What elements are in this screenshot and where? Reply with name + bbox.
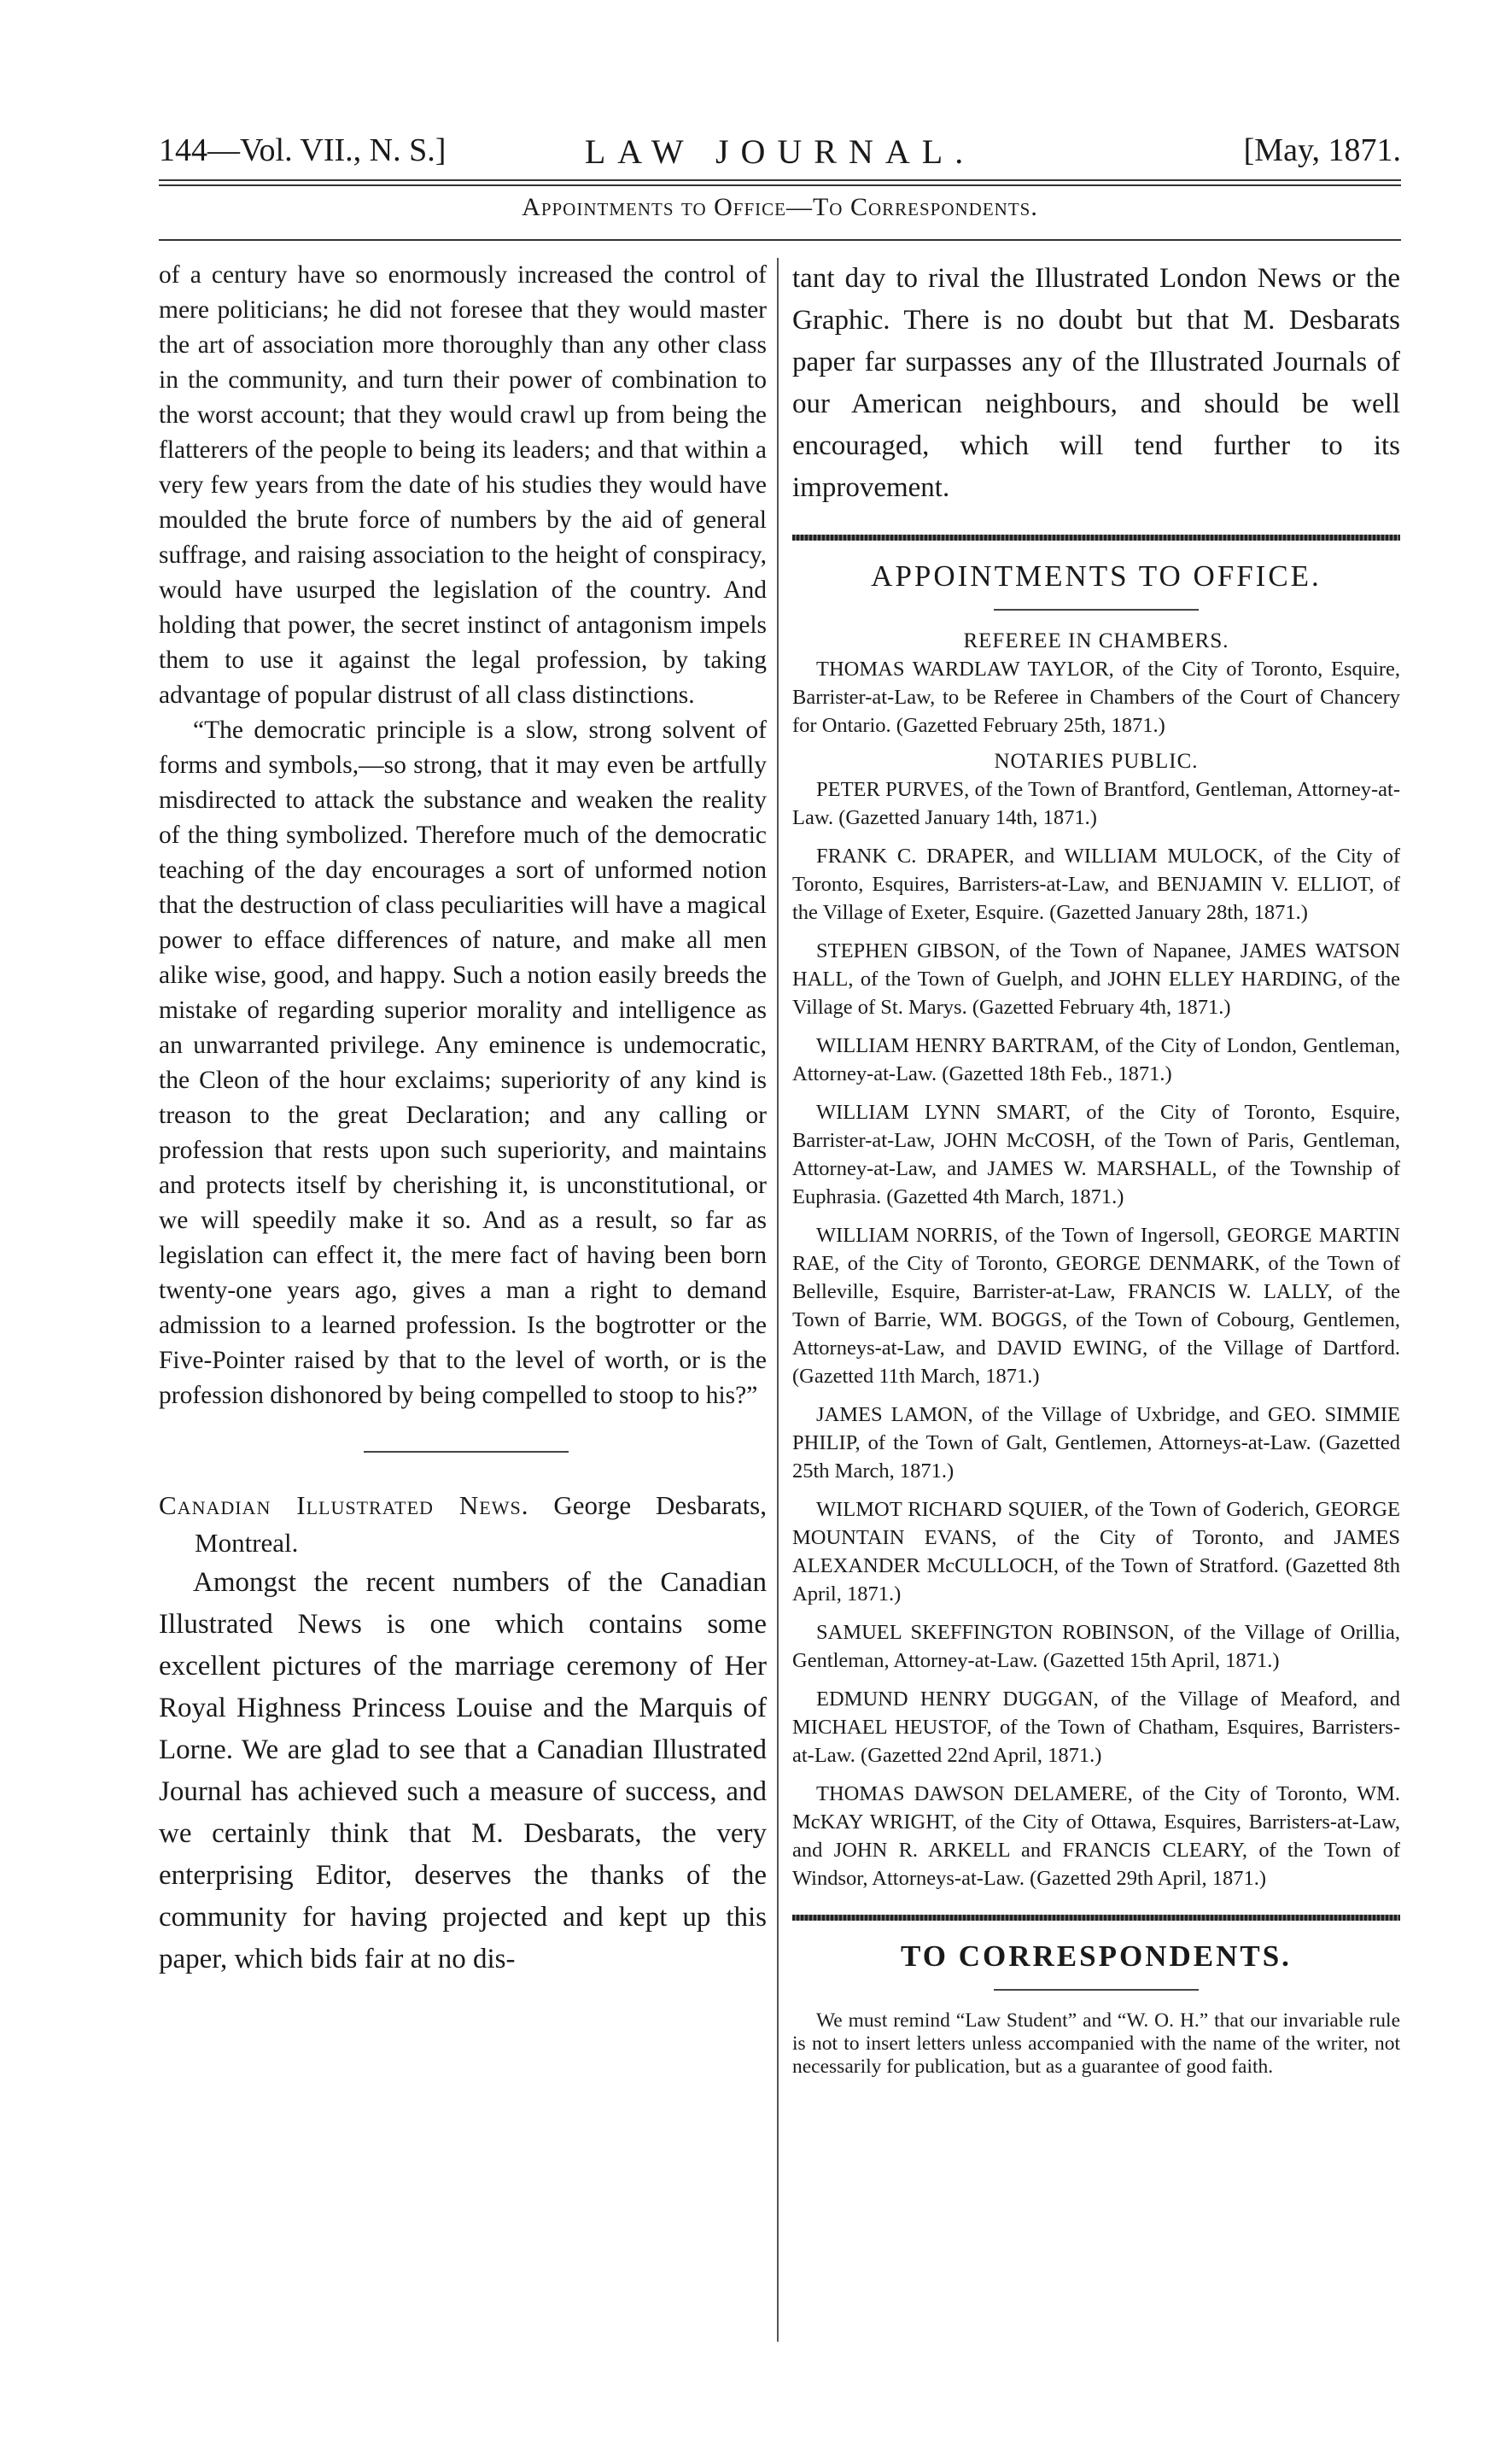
notary-entry: WILLIAM NORRIS, of the Town of Ingersoll, GEORGE MARTIN RAE, of the City of Toronto, GEORGE DENMARK, of the Town of Belleville, Esquire, Barrister-at-Law, FRANCIS W. LALLY, of the Town of Barrie, WM. BOGGS, of the Town of Cobourg, Gentlemen, Attorneys-at-Law, and DAVID EWING, of the Village of Dartford. (Gazetted 11th March, 1871.): [792, 1224, 1400, 1388]
review-continuation: tant day to rival the Illustrated London News or the Graphic. There is no doubt but that M. Desbarats paper far surpasses any of the Illustrated Journals of our American neighbours, and should be well encouraged, which will tend further to its improvement.: [792, 263, 1400, 503]
appointments-heading: APPOINTMENTS TO OFFICE.: [871, 559, 1322, 593]
notaries-heading: NOTARIES PUBLIC.: [994, 750, 1199, 773]
journal-title: LAW JOURNAL.: [584, 132, 976, 171]
section-ornament-rule: [792, 1915, 1400, 1921]
section-divider: [364, 1451, 569, 1453]
right-column: [792, 258, 1400, 2079]
referee-entry: THOMAS WARDLAW TAYLOR, of the City of Toronto, Esquire, Barrister-at-Law, to be Referee in Chambers of the Court of Chancery for Ontario. (Gazetted February 25th, 1871.): [792, 658, 1400, 737]
review-publisher: George Desbarats, Montreal.: [195, 1490, 767, 1558]
issue-date: [May, 1871.: [1243, 132, 1401, 168]
review-title: Canadian Illustrated News.: [159, 1490, 529, 1520]
notary-entry: EDMUND HENRY DUGGAN, of the Village of Meaford, and MICHAEL HEUSTOF, of the Town of Chatham, Esquires, Barristers-at-Law. (Gazetted 22nd April, 1871.): [792, 1688, 1400, 1767]
article-quote: “The democratic principle is a slow, strong solvent of forms and symbols,—so strong, that it may even be artfully misdirected to attack the substance and weaken the reality of the thing symbolized. Therefore much of the democratic teaching of the day encourages a sort of unformed notion that the destruction of class peculiarities will have a magical power to efface differences of nature, and make all men alike wise, good, and happy. Such a notion easily breeds the mistake of regarding superior morality and intelligence as an unwarranted privilege. Any eminence is undemocratic, the Cleon of the hour exclaims; superiority of any kind is treason to the great Declaration; and any calling or profession that rests upon such superiority, and maintains and protects itself by cherishing it, is unconstitutional, or we will speedily make it so. And as a result, so far as legislation can effect it, the mere fact of having been born twenty-one years ago, gives a man a right to demand admission to a learned profession. Is the bogtrotter or the Five-Pointer raised by that to the level of worth, or is the profession dishonored by being compelled to stoop to his?”: [159, 717, 767, 1409]
article-paragraph: of a century have so enormously increased the control of mere politicians; he did not foresee that they would master the art of association more thoroughly than any other class in the community, and turn their power of combination to the worst account; that they would crawl up from being the flatterers of the people to being its leaders; and that within a very few years from the date of his studies they would have moulded the brute force of numbers by the aid of general suffrage, and raising association to the height of conspiracy, would have usurped the legislation of the country. And holding that power, the secret instinct of antagonism impels them to use it against the legal profession, by taking advantage of popular distrust of all class distinctions.: [159, 261, 767, 709]
notary-entry: FRANK C. DRAPER, and WILLIAM MULOCK, of the City of Toronto, Esquires, Barristers-at-Law, and BENJAMIN V. ELLIOT, of the Village of Exeter, Esquire. (Gazetted January 28th, 1871.): [792, 845, 1400, 924]
appointments-rule: [994, 609, 1199, 611]
notary-entry: PETER PURVES, of the Town of Brantford, Gentleman, Attorney-at-Law. (Gazetted January 14th, 1871.): [792, 778, 1400, 829]
column-divider: [777, 258, 779, 2342]
correspondents-rule: [994, 1989, 1199, 1991]
page-header: [159, 128, 1401, 176]
review-body: Amongst the recent numbers of the Canadian Illustrated News is one which contains some excellent pictures of the marriage ceremony of Her Royal Highness Princess Louise and the Marquis of Lorne. We are glad to see that a Canadian Illustrated Journal has achieved such a measure of success, and we certainly think that M. Desbarats, the very enterprising Editor, deserves the thanks of the community for having projected and kept up this paper, which bids fair at no dis-: [159, 1567, 767, 1974]
left-column: [159, 258, 767, 1980]
referee-heading: REFEREE IN CHAMBERS.: [963, 629, 1229, 652]
header-rule-top: [159, 179, 1401, 181]
review-heading: [159, 1487, 767, 1562]
notary-entry: STEPHEN GIBSON, of the Town of Napanee, JAMES WATSON HALL, of the Town of Guelph, and JOHN ELLEY HARDING, of the Village of St. Marys. (Gazetted February 4th, 1871.): [792, 939, 1400, 1019]
header-rule-bottom: [159, 184, 1401, 186]
subheader-rule: [159, 239, 1401, 241]
section-ornament-rule: [792, 535, 1400, 541]
notary-entry: JAMES LAMON, of the Village of Uxbridge, and GEO. SIMMIE PHILIP, of the Town of Galt, Gentlemen, Attorneys-at-Law. (Gazetted 25th March, 1871.): [792, 1403, 1400, 1483]
correspondents-heading: TO CORRESPONDENTS.: [901, 1939, 1292, 1973]
correspondents-notice: We must remind “Law Student” and “W. O. H.” that our invariable rule is not to insert letters unless accompanied with the name of the writer, not necessarily for publication, but as a guarantee of good faith.: [792, 2009, 1400, 2078]
notary-entry: SAMUEL SKEFFINGTON ROBINSON, of the Village of Orillia, Gentleman, Attorney-at-Law. (Gazetted 15th April, 1871.): [792, 1621, 1400, 1672]
page-number-volume: 144—Vol. VII., N. S.]: [159, 132, 447, 168]
section-subheader: Appointments to Office—To Correspondents.: [522, 193, 1038, 221]
notary-entry: THOMAS DAWSON DELAMERE, of the City of Toronto, WM. McKAY WRIGHT, of the City of Ottawa, Esquires, Barristers-at-Law, and JOHN R. ARKELL and FRANCIS CLEARY, of the Town of Windsor, Attorneys-at-Law. (Gazetted 29th April, 1871.): [792, 1782, 1400, 1890]
notary-entry: WILLIAM HENRY BARTRAM, of the City of London, Gentleman, Attorney-at-Law. (Gazetted 18th Feb., 1871.): [792, 1034, 1400, 1085]
notary-entry: WILLIAM LYNN SMART, of the City of Toronto, Esquire, Barrister-at-Law, JOHN McCOSH, of the Town of Paris, Gentleman, Attorney-at-Law, and JAMES W. MARSHALL, of the Township of Euphrasia. (Gazetted 4th March, 1871.): [792, 1101, 1400, 1208]
notary-entry: WILMOT RICHARD SQUIER, of the Town of Goderich, GEORGE MOUNTAIN EVANS, of the City of Toronto, and JAMES ALEXANDER McCULLOCH, of the Town of Stratford. (Gazetted 8th April, 1871.): [792, 1498, 1400, 1606]
